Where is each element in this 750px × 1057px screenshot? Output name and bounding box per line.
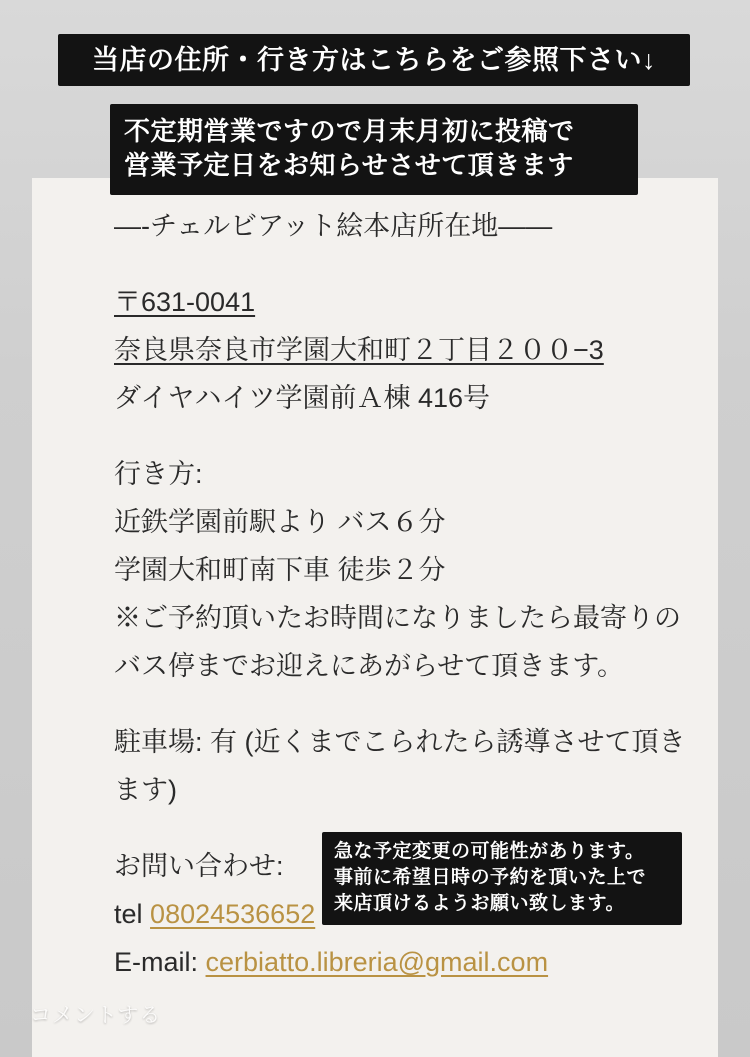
schedule-banner-line-1: 不定期営業ですので月末月初に投稿で: [124, 116, 575, 146]
shop-title: —-チェルビアット絵本店所在地——: [114, 211, 553, 241]
schedule-banner: [110, 104, 638, 195]
notice-banner-line-3: 来店頂けるようお願い致します。: [334, 892, 625, 914]
address-line-2: ダイヤハイツ学園前Ａ棟 416号: [114, 383, 491, 413]
comment-overlay-text[interactable]: コメントする: [30, 1004, 162, 1027]
content-card: [32, 178, 718, 1057]
spacer-3: [114, 690, 698, 718]
shop-title-line: [114, 202, 698, 250]
email-line: [114, 938, 698, 986]
postal-code: 〒631-0041: [114, 287, 256, 317]
tel-link[interactable]: 08024536652: [150, 899, 316, 929]
address-line-1: 奈良県奈良市学園大和町２丁目２００−3: [114, 335, 604, 365]
parking-block: [114, 718, 698, 814]
email-label: E-mail:: [114, 947, 199, 977]
parking-info: 駐車場: 有 (近くまでこられたら誘導させて頂きます): [114, 727, 686, 805]
spacer-2: [114, 422, 698, 450]
tel-label: tel: [114, 899, 143, 929]
access-label: 行き方:: [114, 459, 203, 489]
address-block: [114, 278, 698, 422]
access-line-2: 学園大和町南下車 徒歩２分: [114, 555, 446, 585]
spacer-1: [114, 250, 698, 278]
schedule-banner-line-2: 営業予定日をお知らせさせて頂きます: [124, 150, 574, 181]
contact-label: お問い合わせ:: [114, 851, 284, 881]
notice-banner-line-2: 事前に希望日時の予約を頂いた上で: [334, 866, 647, 888]
access-block: [114, 450, 698, 690]
notice-banner: [322, 832, 682, 925]
access-note: ※ご予約頂いたお時間になりましたら最寄りのバス停までお迎えにあがらせて頂きます。: [114, 603, 681, 681]
email-link[interactable]: cerbiatto.libreria@gmail.com: [205, 947, 549, 977]
notice-banner-line-1: 急な予定変更の可能性があります。: [334, 841, 645, 862]
address-header-banner: 当店の住所・行き方はこちらをご参照下さい↓: [58, 34, 690, 86]
access-line-1: 近鉄学園前駅より バス６分: [114, 507, 446, 537]
